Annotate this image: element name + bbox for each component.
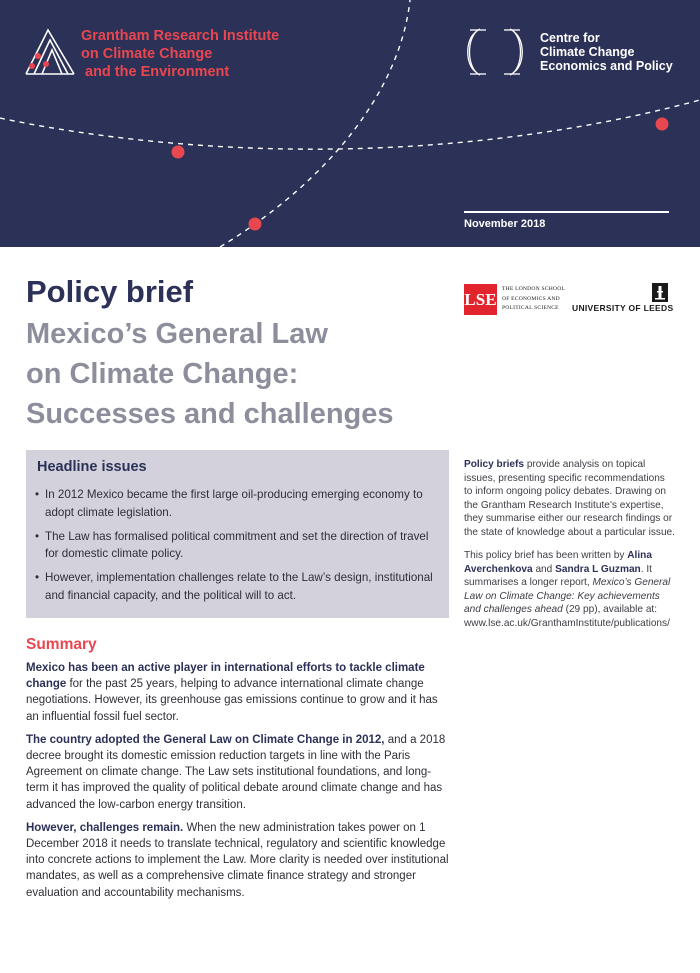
authorship-text: . It summarises a longer report, — [464, 563, 652, 588]
authorship-text: and — [532, 563, 556, 575]
title-line-3: Successes and challenges — [26, 398, 394, 430]
policy-briefs-description — [464, 458, 676, 539]
cccep-logo-icon — [462, 27, 528, 77]
authorship-text: This policy brief has been written by — [464, 550, 628, 561]
list-item: • However, implementation challenges relate to the Law’s design, institutional and financial capacity, and the political will to act. — [35, 569, 445, 604]
authorship-note — [464, 549, 676, 630]
summary-text: When the new administration takes power on 1 December 2018 it needs to translate technical, regulatory and scientific knowledge into concrete actions to implement the Law. More clarity is needed over institutional mandates, as well as a comprehensive climate finance strategy and stronger evaluation and accountability mechanisms. — [26, 821, 449, 899]
cccep-name — [540, 31, 673, 73]
red-dot — [249, 218, 262, 231]
date-rule — [464, 211, 669, 213]
summary-text: for the past 25 years, helping to advance international climate change negotiations. However, its greenhouse gas emissions continue to grow and it has an influential fossil fuel sector. — [26, 678, 438, 723]
policy-briefs-label: Policy briefs — [464, 459, 525, 470]
title-line-1: Mexico’s General Law — [26, 318, 328, 350]
leeds-tower-icon — [652, 283, 668, 302]
cccep-line-1: Centre for — [540, 31, 600, 45]
grantham-institute-name — [81, 27, 279, 81]
sidebar-info — [464, 458, 676, 640]
lse-logo-mark: LSE — [464, 284, 497, 315]
cccep-line-2: Climate Change — [540, 45, 635, 59]
summary-lead: The country adopted the General Law on Climate Change in 2012, — [26, 733, 385, 746]
cccep-line-3: Economics and Policy — [540, 59, 673, 73]
title-line-2: on Climate Change: — [26, 358, 299, 390]
list-item: • In 2012 Mexico became the first large oil-producing emerging economy to adopt climate legislation. — [35, 486, 445, 521]
gri-line-1: Grantham Research Institute — [81, 28, 280, 44]
gri-line-2: on Climate Change — [81, 46, 213, 62]
leeds-name: UNIVERSITY OF LEEDS — [572, 303, 674, 313]
summary-paragraph — [26, 820, 452, 901]
summary-paragraph — [26, 660, 452, 725]
red-dot — [172, 146, 185, 159]
lse-name — [502, 285, 565, 314]
gri-line-3: and the Environment — [85, 64, 230, 80]
report-availability: (29 pp), available at: www.lse.ac.uk/GranthamInstitute/publications/ — [464, 604, 670, 629]
lse-line-3: POLITICAL SCIENCE — [502, 305, 559, 311]
summary-body — [26, 660, 452, 908]
document-title — [26, 314, 394, 434]
summary-lead: Mexico has been an active player in international efforts to tackle climate change — [26, 662, 425, 691]
grantham-logo-icon — [22, 26, 78, 78]
summary-text: and a 2018 decree brought its domestic emission reduction targets in line with the Paris Agreement on climate change. The Law sets institutional foundations, and long-term it has improved the quality of political debate around climate change and has advanced the low-carbon energy transition. — [26, 733, 446, 811]
publication-date: November 2018 — [464, 218, 546, 230]
headline-issues-list — [35, 486, 445, 611]
document-type: Policy brief — [26, 274, 194, 309]
header-band — [0, 0, 700, 247]
report-title: Mexico’s General Law on Climate Change: Key achievements and challenges ahead — [464, 577, 671, 615]
lse-line-2: OF ECONOMICS AND — [502, 295, 560, 302]
policy-briefs-text: provide analysis on topical issues, presenting specific recommendations to inform ongoing policy debates. Drawing on the Grantham Research Institute’s expertise, they summarise either our research findings or the state of knowledge about a particular issue. — [464, 459, 675, 538]
summary-lead: However, challenges remain. — [26, 821, 184, 834]
list-item: • The Law has formalised political commitment and set the direction of travel for domestic climate policy. — [35, 528, 445, 563]
headline-issues-box — [26, 450, 449, 618]
summary-heading: Summary — [26, 636, 97, 653]
lse-line-1: THE LONDON SCHOOL — [502, 286, 566, 292]
summary-paragraph — [26, 732, 452, 813]
author-name: Sandra L Guzman — [555, 563, 641, 575]
headline-issues-title: Headline issues — [37, 459, 147, 475]
author-name: Alina Averchenkova — [464, 550, 652, 575]
red-dot — [656, 118, 669, 131]
